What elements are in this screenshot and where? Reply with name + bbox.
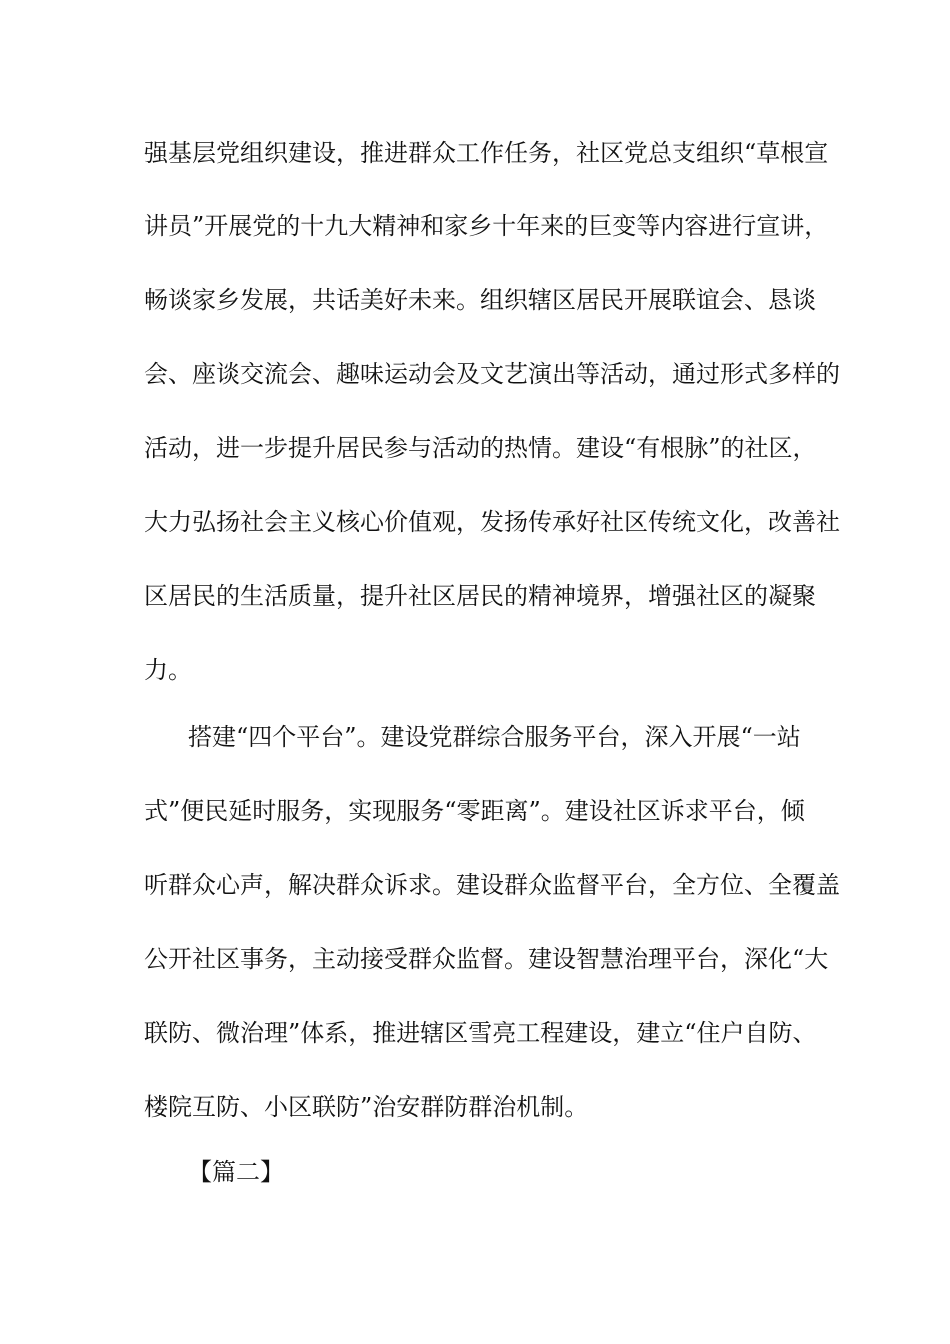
paragraph-1-line-4: 会、座谈交流会、趣味运动会及文艺演出等活动，通过形式多样的: [144, 360, 840, 388]
paragraph-1-line-1: 强基层党组织建设，推进群众工作任务，社区党总支组织“草根宣: [144, 139, 829, 167]
paragraph-1-line-2: 讲员”开展党的十九大精神和家乡十年来的巨变等内容进行宣讲，: [144, 212, 829, 240]
paragraph-2-line-3: 听群众心声，解决群众诉求。建设群众监督平台，全方位、全覆盖: [144, 871, 840, 899]
paragraph-2-line-5: 联防、微治理”体系，推进辖区雪亮工程建设，建立“住户自防、: [144, 1019, 817, 1047]
paragraph-2-line-6: 楼院互防、小区联防”治安群防群治机制。: [144, 1093, 589, 1121]
paragraph-1-line-3: 畅谈家乡发展，共话美好未来。组织辖区居民开展联谊会、恳谈: [144, 286, 816, 314]
paragraph-1-line-8: 力。: [144, 656, 192, 684]
paragraph-1-line-5: 活动，进一步提升居民参与活动的热情。建设“有根脉”的社区，: [144, 434, 817, 462]
paragraph-2-line-2: 式”便民延时服务，实现服务“零距离”。建设社区诉求平台，倾: [144, 797, 805, 825]
paragraph-2-line-4: 公开社区事务，主动接受群众监督。建设智慧治理平台，深化“大: [144, 945, 829, 973]
paragraph-2-line-1: 搭建“四个平台”。建设党群综合服务平台，深入开展“一站: [188, 723, 801, 751]
section-heading: 【篇二】: [188, 1158, 284, 1186]
paragraph-1-line-7: 区居民的生活质量，提升社区居民的精神境界，增强社区的凝聚: [144, 582, 816, 610]
paragraph-1-line-6: 大力弘扬社会主义核心价值观，发扬传承好社区传统文化，改善社: [144, 508, 840, 536]
